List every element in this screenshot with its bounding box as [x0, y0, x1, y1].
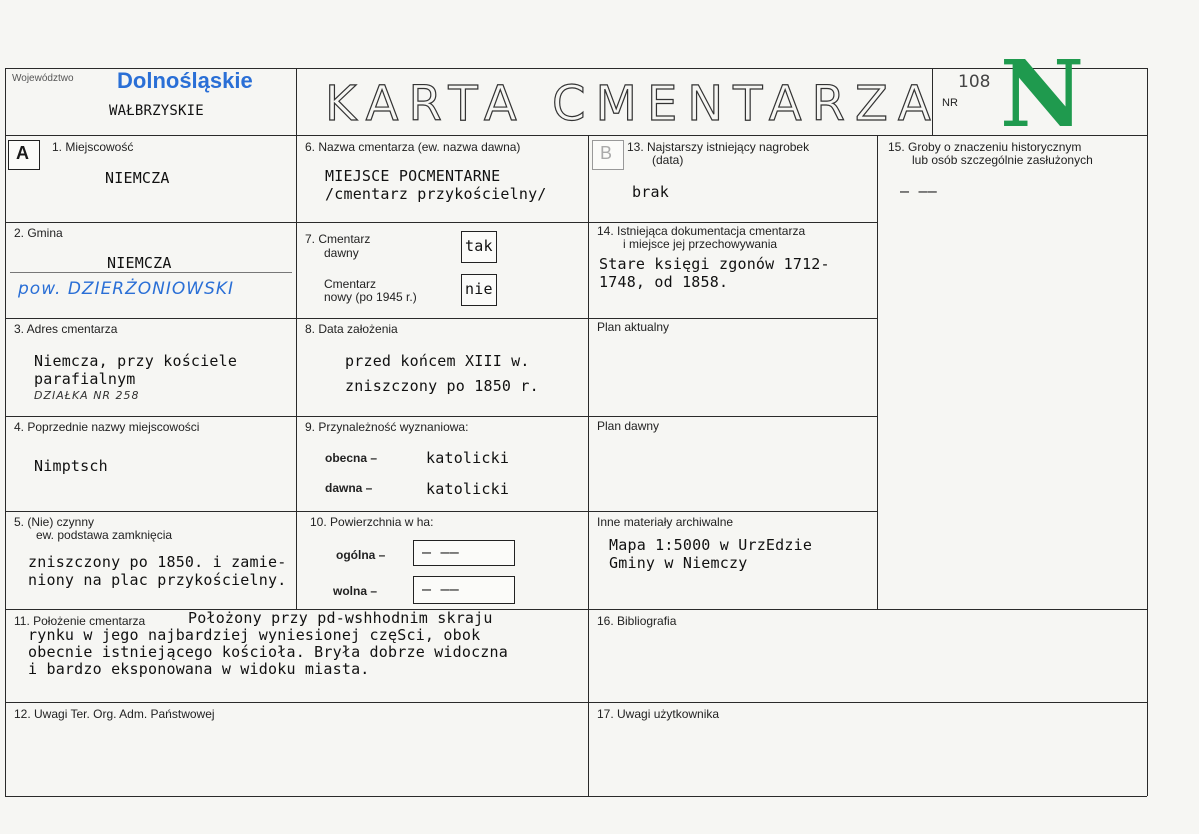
current-plan-label: Plan aktualny	[597, 320, 670, 334]
free-area-value: – ––	[422, 580, 459, 598]
rule-row2	[5, 318, 877, 319]
field-8-line2: zniszczony po 1850 r.	[345, 377, 539, 395]
tak-value: tak	[465, 237, 493, 255]
field-1-label: 1. Miejscowość	[52, 140, 134, 154]
rule-row6-left	[5, 702, 588, 703]
field-16-label: 16. Bibliografia	[597, 614, 677, 628]
plot-number-handwritten: DZIAŁKA NR 258	[34, 389, 140, 402]
rule-header-bottom	[5, 135, 1147, 136]
current-denomination-label: obecna –	[325, 451, 378, 465]
free-area-label: wolna –	[333, 584, 378, 598]
field-7-label: 7. Cmentarz	[305, 232, 371, 246]
rule-bottom	[5, 796, 1147, 797]
field-8-label: 8. Data założenia	[305, 322, 398, 336]
field-3-label: 3. Adres cmentarza	[14, 322, 118, 336]
field-13-label: 13. Najstarszy istniejący nagrobek	[627, 140, 810, 154]
category-stamp-n: N	[1000, 40, 1085, 148]
field-5-line2: niony na plac przykościelny.	[28, 571, 287, 589]
rule-col1-lower	[588, 702, 589, 796]
gmina-divider	[10, 272, 292, 273]
field-3-line2: parafialnym	[34, 370, 136, 388]
nie-value: nie	[465, 280, 493, 298]
rule-col2	[588, 135, 589, 796]
archival-materials-line2: Gminy w Niemczy	[609, 554, 748, 572]
field-8-line1: przed końcem XIII w.	[345, 352, 530, 370]
current-denomination-value: katolicki	[426, 449, 510, 467]
field-13-value: brak	[632, 183, 669, 201]
former-plan-label: Plan dawny	[597, 419, 660, 433]
field-5-sublabel: ew. podstawa zamknięcia	[36, 528, 173, 542]
nr-value: 108	[958, 72, 991, 92]
section-a-letter: A	[16, 143, 29, 163]
archival-materials-line1: Mapa 1:5000 w UrzEdzie	[609, 536, 813, 554]
nr-label: NR	[942, 97, 958, 109]
field-7-new-label: Cmentarz	[324, 277, 377, 291]
field-17-label: 17. Uwagi użytkownika	[597, 707, 720, 721]
rule-right	[1147, 68, 1148, 796]
field-15-label: 15. Groby o znaczeniu historycznym	[888, 140, 1082, 154]
field-4-value: Nimptsch	[34, 457, 108, 475]
field-6-line1: MIEJSCE POCMENTARNE	[325, 167, 501, 185]
field-6-line2: /cmentarz przykościelny/	[325, 185, 547, 203]
field-15-value: – ––	[900, 182, 937, 200]
field-14-line1: Stare księgi zgonów 1712-	[599, 255, 830, 273]
archival-materials-label: Inne materiały archiwalne	[597, 515, 734, 529]
field-3-line1: Niemcza, przy kościele	[34, 352, 238, 370]
field-7-old-sublabel: dawny	[324, 246, 359, 260]
rule-row3	[5, 416, 877, 417]
field-9-label: 9. Przynależność wyznaniowa:	[305, 420, 469, 434]
voivodeship-handwritten: Dolnośląskie	[117, 68, 253, 93]
voivodeship-label: Województwo	[12, 73, 74, 84]
field-4-label: 4. Poprzednie nazwy miejscowości	[14, 420, 200, 434]
rule-col3	[877, 135, 878, 609]
total-area-label: ogólna –	[336, 548, 386, 562]
county-handwritten: pow. DZIERŻONIOWSKI	[18, 279, 235, 299]
field-12-label: 12. Uwagi Ter. Org. Adm. Państwowej	[14, 707, 215, 721]
rule-left	[5, 68, 6, 796]
field-11-line3: obecnie istniejącego kościoła. Bryła dobrze widoczna	[28, 643, 508, 661]
field-11-line2: rynku w jego najbardziej wyniesionej częSci, obok	[28, 626, 481, 644]
rule-row5	[5, 609, 1147, 610]
rule-row4	[5, 511, 877, 512]
field-2-value: NIEMCZA	[107, 254, 172, 272]
field-2-label: 2. Gmina	[14, 226, 63, 240]
field-11-label: 11. Położenie cmentarza	[14, 614, 146, 628]
field-13-sublabel: (data)	[652, 153, 684, 167]
former-denomination-value: katolicki	[426, 480, 510, 498]
field-10-label: 10. Powierzchnia w ha:	[310, 515, 434, 529]
field-5-line1: zniszczony po 1850. i zamie-	[28, 553, 287, 571]
field-11-line4: i bardzo eksponowana w widoku miasta.	[28, 660, 370, 678]
field-1-value: NIEMCZA	[105, 169, 170, 187]
field-11-line1: Położony przy pd-wshhodnim skraju	[188, 609, 493, 627]
field-7-new-sublabel: nowy (po 1945 r.)	[324, 290, 417, 304]
rule-row1	[5, 222, 877, 223]
field-14-line2: 1748, od 1858.	[599, 273, 729, 291]
field-14-sublabel: i miejsce jej przechowywania	[623, 237, 778, 251]
field-5-label: 5. (Nie) czynny	[14, 515, 95, 529]
rule-col1	[296, 68, 297, 609]
voivodeship-typed: WAŁBRZYSKIE	[109, 103, 204, 119]
field-14-label: 14. Istniejąca dokumentacja cmentarza	[597, 224, 806, 238]
field-6-label: 6. Nazwa cmentarza (ew. nazwa dawna)	[305, 140, 521, 154]
former-denomination-label: dawna –	[325, 481, 373, 495]
total-area-value: – ––	[422, 543, 459, 561]
section-b-letter: B	[600, 143, 613, 163]
field-15-sublabel: lub osób szczególnie zasłużonych	[912, 153, 1093, 167]
page-title: KARTA CMENTARZA	[325, 76, 941, 132]
